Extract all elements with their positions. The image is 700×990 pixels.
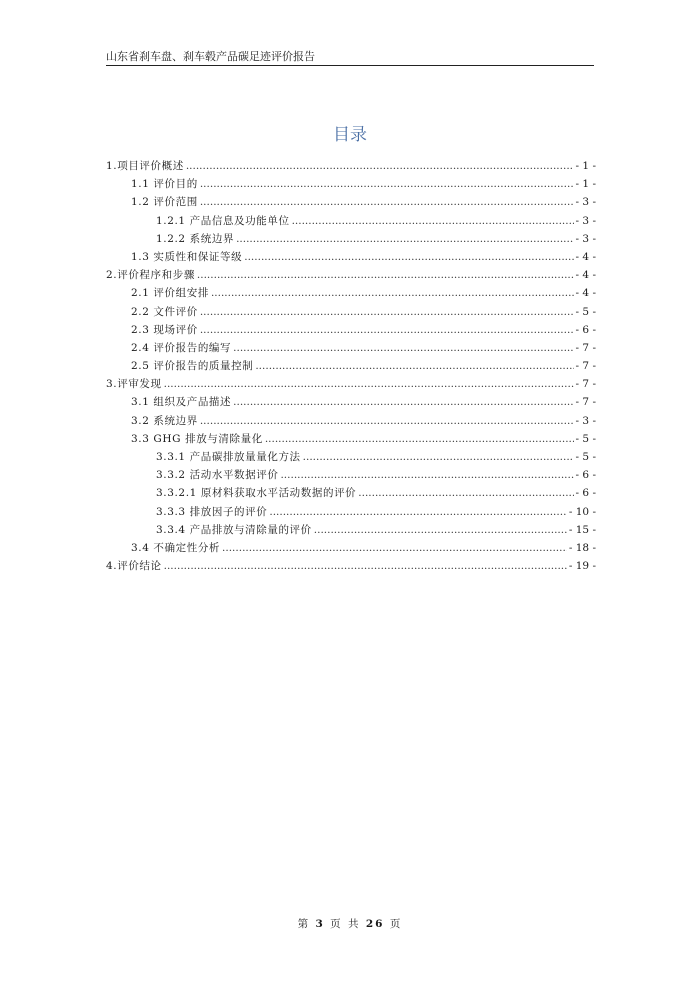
toc-entry-page[interactable]: - 1 - [575,178,596,191]
toc-leader-dots [236,230,573,248]
toc-entry[interactable] [106,448,596,466]
toc-entry[interactable] [106,212,596,230]
toc-entry[interactable] [106,357,596,375]
footer-mid: 页 共 [330,918,361,930]
toc-entry-page[interactable]: - 3 - [575,196,596,209]
toc-entry-title[interactable]: 2.5 评价报告的质量控制 [131,360,254,373]
page-footer [0,917,700,931]
toc-entry-page[interactable]: - 6 - [575,469,596,482]
toc-entry[interactable] [106,466,596,484]
toc-entry-title[interactable]: 3.2 系统边界 [131,414,198,427]
toc-entry-title[interactable]: 3.3.2 活动水平数据评价 [156,469,279,482]
toc-entry[interactable] [106,284,596,302]
toc-leader-dots [233,339,573,357]
toc-leader-dots [292,212,574,230]
toc-entry[interactable] [106,375,596,393]
toc-entry[interactable] [106,266,596,284]
toc-entry[interactable] [106,484,596,502]
footer-suffix: 页 [389,918,403,930]
toc-entry-page[interactable]: - 4 - [575,269,596,282]
toc-leader-dots [200,303,574,321]
toc-leader-dots [222,539,567,557]
toc-entry-page[interactable]: - 5 - [575,305,596,318]
toc-entry-title[interactable]: 3.3.3 排放因子的评价 [156,505,268,518]
toc-entry[interactable] [106,248,596,266]
toc-entry-page[interactable]: - 10 - [568,505,596,518]
toc-leader-dots [200,175,574,193]
toc-entry-title[interactable]: 3.评审发现 [106,378,162,391]
toc-entry-page[interactable]: - 6 - [575,487,596,500]
toc-leader-dots [314,521,567,539]
toc-entry-page[interactable]: - 19 - [568,560,596,573]
toc-entry-title[interactable]: 1.2 评价范围 [131,196,198,209]
toc-entry[interactable] [106,339,596,357]
toc-entry-title[interactable]: 1.2.1 产品信息及功能单位 [156,214,290,227]
toc-leader-dots [200,193,574,211]
toc-entry-title[interactable]: 1.项目评价概述 [106,160,184,172]
toc-entry-title[interactable]: 1.3 实质性和保证等级 [131,250,243,263]
toc-entry-page[interactable]: - 18 - [568,541,596,554]
toc-leader-dots [197,266,574,284]
toc-entry-title[interactable]: 3.1 组织及产品描述 [131,396,232,409]
toc-heading: 目录 [333,125,367,145]
toc-leader-dots [164,375,574,393]
toc-entry[interactable] [106,521,596,539]
table-of-contents [106,157,596,575]
toc-entry-title[interactable]: 3.3.4 产品排放与清除量的评价 [156,523,312,536]
toc-entry-title[interactable]: 2.1 评价组安排 [131,287,209,300]
toc-entry[interactable] [106,303,596,321]
toc-entry[interactable] [106,430,596,448]
report-title: 山东省刹车盘、刹车毂产品碳足迹评价报告 [106,50,315,63]
toc-entry-title[interactable]: 2.2 文件评价 [131,305,198,318]
toc-entry-page[interactable]: - 5 - [575,451,596,463]
toc-entry-page[interactable]: - 3 - [575,232,596,245]
toc-entry[interactable] [106,557,596,575]
toc-entry-title[interactable]: 1.2.2 系统边界 [156,232,235,245]
toc-leader-dots [186,157,574,175]
toc-entry[interactable] [106,175,596,193]
toc-entry-title[interactable]: 3.4 不确定性分析 [131,541,221,554]
toc-entry[interactable] [106,193,596,211]
toc-entry[interactable] [106,539,596,557]
toc-leader-dots [233,393,573,411]
toc-entry[interactable] [106,230,596,248]
toc-entry-page[interactable]: - 6 - [575,323,596,336]
current-page-number: 3 [315,918,325,930]
toc-entry-title[interactable]: 4.评价结论 [106,560,162,573]
toc-entry-page[interactable]: - 1 - [575,160,596,172]
toc-entry-title[interactable]: 2.3 现场评价 [131,323,198,336]
toc-leader-dots [255,357,573,375]
toc-entry[interactable] [106,157,596,175]
toc-entry-page[interactable]: - 7 - [575,360,596,373]
toc-leader-dots [211,284,574,302]
toc-entry-page[interactable]: - 5 - [575,432,596,445]
footer-prefix: 第 [297,918,311,930]
toc-entry-page[interactable]: - 7 - [575,341,596,354]
toc-entry-page[interactable]: - 3 - [575,414,596,427]
toc-leader-dots [269,503,567,521]
toc-entry-title[interactable]: 3.3.2.1 原材料获取水平活动数据的评价 [156,487,357,500]
toc-entry-title[interactable]: 3.3 GHG 排放与清除量化 [131,432,263,445]
page-header [106,50,594,64]
toc-entry-title[interactable]: 2.评价程序和步骤 [106,269,195,282]
header-divider [106,65,594,66]
toc-leader-dots [244,248,573,266]
toc-entry[interactable] [106,393,596,411]
toc-leader-dots [303,448,574,466]
toc-entry-title[interactable]: 1.1 评价目的 [131,178,198,191]
toc-entry-page[interactable]: - 3 - [575,214,596,227]
toc-entry-page[interactable]: - 7 - [575,396,596,409]
toc-entry-page[interactable]: - 4 - [575,287,596,300]
toc-entry-page[interactable]: - 4 - [575,250,596,263]
toc-entry-title[interactable]: 3.3.1 产品碳排放量量化方法 [156,451,301,463]
toc-leader-dots [358,484,573,502]
toc-entry[interactable] [106,321,596,339]
toc-leader-dots [265,430,574,448]
total-page-count: 26 [365,918,385,930]
toc-entry-page[interactable]: - 7 - [575,378,596,391]
toc-entry[interactable] [106,412,596,430]
toc-entry-page[interactable]: - 15 - [568,523,596,536]
toc-entry[interactable] [106,503,596,521]
toc-leader-dots [200,412,574,430]
toc-leader-dots [164,557,567,575]
toc-leader-dots [280,466,573,484]
toc-entry-title[interactable]: 2.4 评价报告的编写 [131,341,232,354]
toc-leader-dots [200,321,574,339]
